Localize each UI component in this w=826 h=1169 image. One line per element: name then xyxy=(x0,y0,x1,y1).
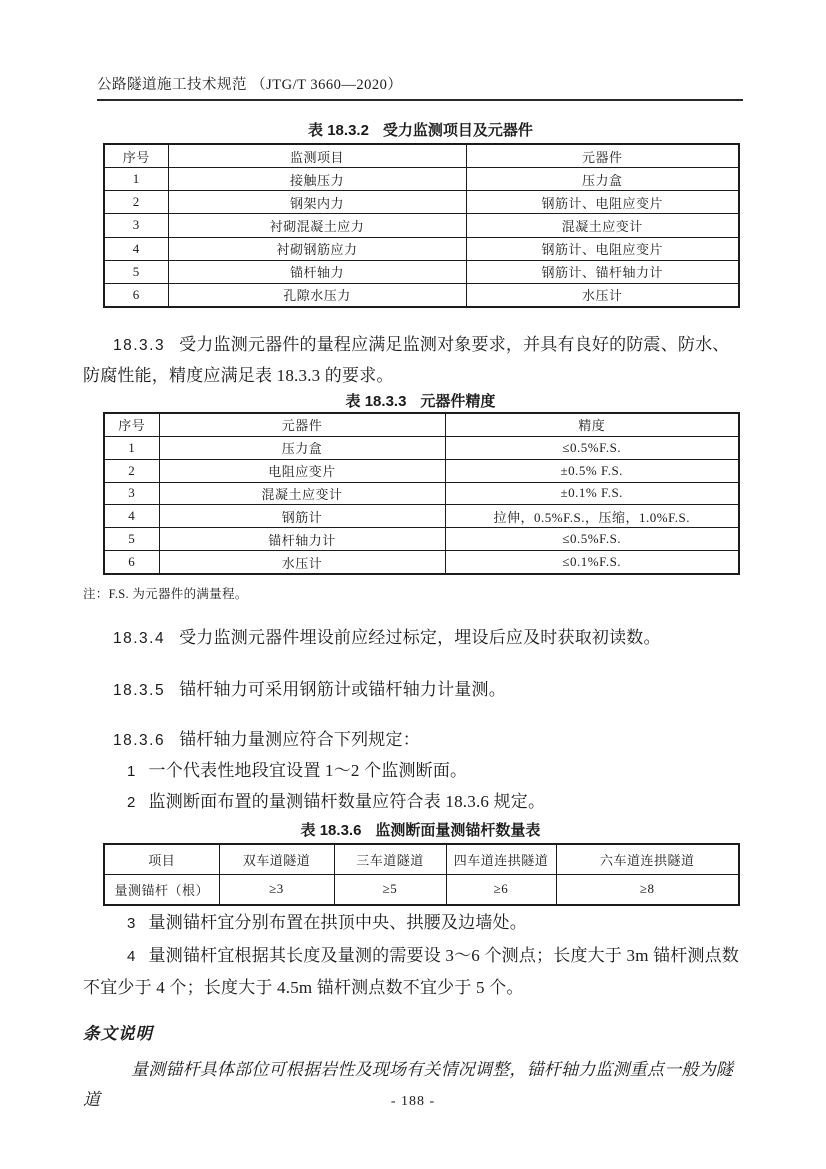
table-cell: 锚杆轴力 xyxy=(168,260,466,283)
list-item-1 xyxy=(83,756,745,787)
table-cell: 4 xyxy=(104,237,168,260)
item-text: 监测断面布置的量测锚杆数量应符合表 18.3.6 规定。 xyxy=(148,792,546,811)
clause-number: 18.3.4 xyxy=(113,630,166,647)
table-cell: 钢筋计、电阻应变片 xyxy=(466,191,739,214)
item-number: 1 xyxy=(127,763,136,780)
table-row xyxy=(104,260,739,283)
clause-text: 锚杆轴力量测应符合下列规定： xyxy=(179,730,420,749)
table-row xyxy=(104,214,739,237)
clause-text: 锚杆轴力可采用钢筋计或锚杆轴力计量测。 xyxy=(179,680,506,699)
table-cell: 接触压力 xyxy=(168,168,466,191)
header-rule xyxy=(97,99,743,101)
clause-18-3-6 xyxy=(83,725,745,756)
table-header-row xyxy=(104,144,739,168)
table-row xyxy=(104,237,739,260)
col-header: 三车道隧道 xyxy=(334,844,446,874)
table-cell: ≤0.5%F.S. xyxy=(445,436,739,459)
table-cell: 1 xyxy=(104,168,168,191)
item-number: 3 xyxy=(127,915,136,932)
table-18-3-6 xyxy=(103,843,740,906)
clause-18-3-5 xyxy=(83,675,745,706)
table-cell: 压力盒 xyxy=(466,168,739,191)
col-header: 元器件 xyxy=(159,413,445,436)
table-cell: ≥8 xyxy=(556,874,739,905)
commentary-heading: 条文说明 xyxy=(83,1024,153,1043)
table-cell: 钢筋计 xyxy=(159,505,445,528)
table-cell: 混凝土应变计 xyxy=(159,482,445,505)
table-name: 受力监测项目及元器件 xyxy=(382,122,533,139)
table-cell: 钢架内力 xyxy=(168,191,466,214)
table-cell: 6 xyxy=(104,283,168,307)
table-row xyxy=(104,436,739,459)
table-cell: 钢筋计、电阻应变片 xyxy=(466,237,739,260)
col-header: 四车道连拱隧道 xyxy=(446,844,556,874)
table-row xyxy=(104,528,739,551)
table-cell: 5 xyxy=(104,260,168,283)
table-cell: 钢筋计、锚杆轴力计 xyxy=(466,260,739,283)
table-row xyxy=(104,459,739,482)
table-cell: ≤0.5%F.S. xyxy=(445,528,739,551)
col-header: 六车道连拱隧道 xyxy=(556,844,739,874)
table-cell: 混凝土应变计 xyxy=(466,214,739,237)
table-cell: 2 xyxy=(104,191,168,214)
table-cell: 电阻应变片 xyxy=(159,459,445,482)
clause-number: 18.3.5 xyxy=(113,682,166,699)
table-cell: ≤0.1%F.S. xyxy=(445,551,739,574)
table-header-row xyxy=(104,844,739,874)
table-row xyxy=(104,551,739,574)
clause-text: 受力监测元器件埋设前应经过标定，埋设后应及时获取初读数。 xyxy=(179,628,661,647)
table-name: 元器件精度 xyxy=(420,393,496,410)
table-row xyxy=(104,168,739,191)
page-number: - 188 - xyxy=(390,1094,436,1109)
list-item-3 xyxy=(83,908,745,939)
col-header: 序号 xyxy=(104,144,168,168)
table-row xyxy=(104,283,739,307)
table-cell: ±0.5% F.S. xyxy=(445,459,739,482)
table-cell: 锚杆轴力计 xyxy=(159,528,445,551)
table-row xyxy=(104,482,739,505)
item-number: 4 xyxy=(127,948,136,965)
table-cell: 2 xyxy=(104,459,159,482)
table-cell: ≥6 xyxy=(446,874,556,905)
list-item-2 xyxy=(83,787,745,818)
table-cell: 拉伸，0.5%F.S.，压缩，1.0%F.S. xyxy=(445,505,739,528)
col-header: 项目 xyxy=(104,844,219,874)
table-label: 表 18.3.2 xyxy=(308,122,369,139)
table-cell: ≥5 xyxy=(334,874,446,905)
table-cell: 衬砌混凝土应力 xyxy=(168,214,466,237)
clause-18-3-4 xyxy=(83,623,745,654)
item-number: 2 xyxy=(127,794,136,811)
table-cell: 孔隙水压力 xyxy=(168,283,466,307)
table-cell: 3 xyxy=(104,482,159,505)
table-header-row xyxy=(104,413,739,436)
table-cell: 水压计 xyxy=(466,283,739,307)
table-label: 表 18.3.6 xyxy=(300,822,362,839)
item-text: 量测锚杆宜分别布置在拱顶中央、拱腰及边墙处。 xyxy=(148,913,527,932)
table-18-3-2 xyxy=(103,143,740,308)
running-header: 公路隧道施工技术规范 （JTG/T 3660—2020） xyxy=(97,77,403,93)
list-item-4 xyxy=(83,940,745,1003)
commentary-text: 量测锚杆具体部位可根据岩性及现场有关情况调整，锚杆轴力监测重点一般为隧道 xyxy=(83,1060,733,1109)
item-text: 量测锚杆宜根据其长度及量测的需要设 3～6 个测点；长度大于 3m 锚杆测点数不宜少于 4 个；长度大于 4.5m 锚杆测点数不宜少于 5 个。 xyxy=(83,946,740,997)
col-header: 元器件 xyxy=(466,144,739,168)
clause-number: 18.3.6 xyxy=(113,732,166,749)
table-row xyxy=(104,191,739,214)
table-cell: ≥3 xyxy=(219,874,334,905)
table-row xyxy=(104,874,739,905)
table-18-3-6-title xyxy=(103,819,738,840)
table-label: 表 18.3.3 xyxy=(345,393,407,410)
table-cell: 量测锚杆（根） xyxy=(104,874,219,905)
table-cell: ±0.1% F.S. xyxy=(445,482,739,505)
table-18-3-3 xyxy=(103,412,740,575)
table-cell: 3 xyxy=(104,214,168,237)
table-cell: 衬砌钢筋应力 xyxy=(168,237,466,260)
clause-18-3-3 xyxy=(83,330,745,391)
item-text: 一个代表性地段宜设置 1～2 个监测断面。 xyxy=(148,761,468,780)
clause-text: 受力监测元器件的量程应满足监测对象要求，并具有良好的防震、防水、防腐性能，精度应满足表 18.3.3 的要求。 xyxy=(83,335,730,385)
table-18-3-2-title xyxy=(103,119,738,140)
col-header: 监测项目 xyxy=(168,144,466,168)
table-name: 监测断面量测锚杆数量表 xyxy=(375,822,541,839)
table-cell: 6 xyxy=(104,551,159,574)
table-cell: 5 xyxy=(104,528,159,551)
table-cell: 压力盒 xyxy=(159,436,445,459)
col-header: 精度 xyxy=(445,413,739,436)
table-row xyxy=(104,505,739,528)
table-cell: 4 xyxy=(104,505,159,528)
table-note: 注：F.S. 为元器件的满量程。 xyxy=(83,587,248,601)
col-header: 双车道隧道 xyxy=(219,844,334,874)
col-header: 序号 xyxy=(104,413,159,436)
clause-number: 18.3.3 xyxy=(113,337,166,354)
table-18-3-3-title xyxy=(103,390,738,411)
table-cell: 1 xyxy=(104,436,159,459)
table-cell: 水压计 xyxy=(159,551,445,574)
